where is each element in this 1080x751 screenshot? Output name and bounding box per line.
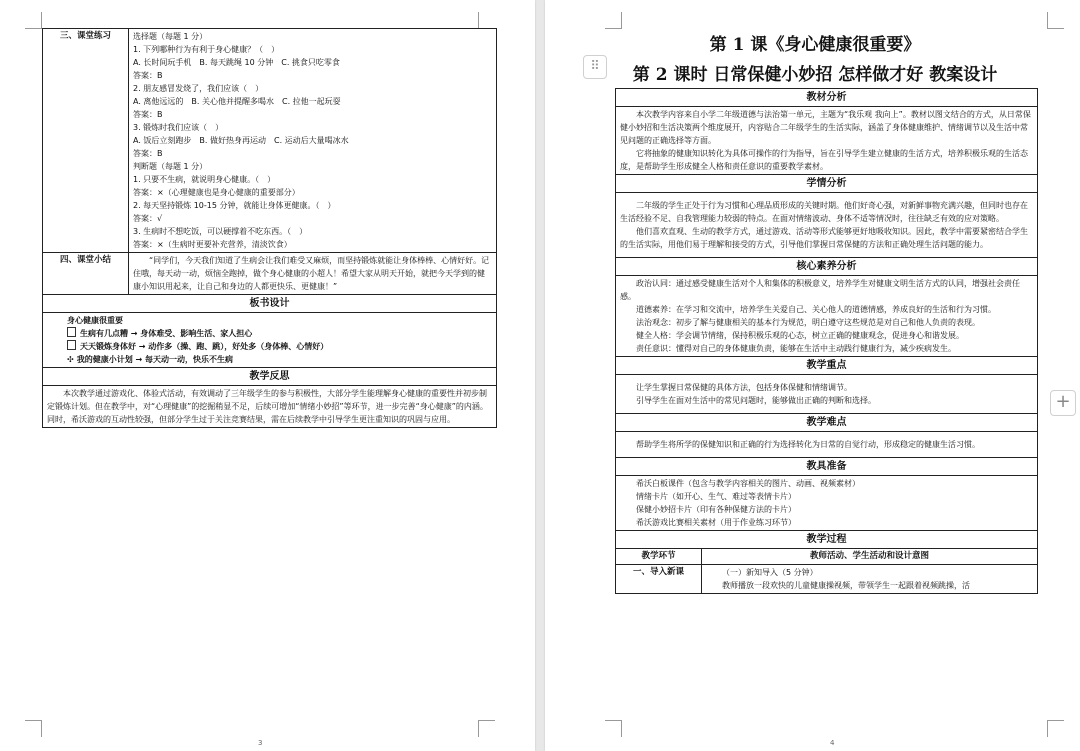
lesson-subtitle: 第 2 课时 日常保健小妙招 怎样做才好 教案设计 xyxy=(632,65,998,85)
section-paragraph: 本次教学内容来自小学二年级道德与法治第一单元，主题为“我乐观 我向上”。教材以图文结合的方式，从日常保健小妙招和生活决策两个维度展开，内容贴合二年级学生的生活实际，涵盖了身体健康维护、情绪调节以及生活中常见问题的正确选择等方面。 xyxy=(620,110,1031,145)
lesson-table-right xyxy=(615,88,1038,594)
section-paragraph: 政治认同：通过感受健康生活对个人和集体的积极意义，培养学生对健康文明生活方式的认同，增强社会责任感。 xyxy=(620,279,1020,301)
section-header: 学情分析 xyxy=(616,175,1038,193)
crop-mark xyxy=(25,12,42,29)
section-body xyxy=(616,107,1038,175)
crop-mark xyxy=(1047,720,1064,737)
lesson-table-left xyxy=(42,28,497,428)
practice-row xyxy=(43,29,497,253)
board-header: 板书设计 xyxy=(43,295,497,313)
section-body xyxy=(616,193,1038,258)
practice-line: A. 长时间玩手机 B. 每天跳绳 10 分钟 C. 挑食只吃零食 xyxy=(133,58,340,67)
section-header: 教学重点 xyxy=(616,357,1038,375)
board-line xyxy=(67,340,492,353)
process-line: （一）新知导入（5 分钟） xyxy=(722,568,818,577)
reflection-content xyxy=(43,386,497,428)
board-header-row xyxy=(43,295,497,313)
section-body xyxy=(616,276,1038,357)
practice-line: 2. 朋友感冒发烧了，我们应该（ ） xyxy=(133,84,264,93)
section-paragraph: 道德素养：在学习和交流中，培养学生关爱自己、关心他人的道德情感，养成良好的生活和行为习惯。 xyxy=(636,305,996,314)
process-step-label: 一、导入新课 xyxy=(616,565,702,594)
reflection-header-row xyxy=(43,368,497,386)
practice-line: 答案：B xyxy=(133,110,163,119)
practice-line: 3. 生病时不想吃饭，可以硬撑着不吃东西。（ ） xyxy=(133,227,308,236)
board-line-text: 我的健康小计划 → 每天动一动，快乐不生病 xyxy=(76,355,233,364)
summary-paragraph: “同学们，今天我们知道了生病会让我们难受又麻烦，而坚持锻炼就能让身体棒棒、心情好好。记住哦，每天动一动，烦恼全跑掉，做个身心健康的小超人！希望大家从明天开始，就把今天学到的健康小知识用起来，让自己和身边的人都更快乐、更健康！” xyxy=(133,256,490,291)
practice-line: 答案：√ xyxy=(133,214,163,223)
section-line: 希沃白板课件（包含与教学内容相关的图片、动画、视频素材） xyxy=(636,479,860,488)
add-block-button[interactable]: + xyxy=(1050,390,1076,416)
section-header: 教材分析 xyxy=(616,89,1038,107)
board-line-text: 天天锻炼身体好 → 动作多（操、跑、跳），好处多（身体棒、心情好） xyxy=(80,342,329,351)
section-body xyxy=(616,432,1038,458)
crop-mark xyxy=(605,12,622,29)
practice-line: 答案：×（生病时更要补充营养，清淡饮食） xyxy=(133,240,292,249)
practice-line: 答案：B xyxy=(133,149,163,158)
section-header: 教具准备 xyxy=(616,458,1038,476)
section-paragraph: 法治观念：初步了解与健康相关的基本行为规范，明白遵守这些规范是对自己和他人负责的表现。 xyxy=(636,318,980,327)
page-number: 4 xyxy=(830,739,835,747)
document-page-left xyxy=(0,0,535,751)
practice-line: 1. 只要不生病，就说明身心健康。（ ） xyxy=(133,175,276,184)
section-paragraph: 引导学生在面对生活中的常见问题时，能够做出正确的判断和选择。 xyxy=(636,396,876,405)
process-col-header: 教师活动、学生活动和设计意图 xyxy=(702,549,1038,565)
checkbox-icon xyxy=(67,327,76,337)
practice-line: 判断题（每题 1 分） xyxy=(133,162,208,171)
crop-mark xyxy=(25,720,42,737)
section-paragraph: 他们喜欢直观、生动的教学方式，通过游戏、活动等形式能够更好地吸收知识。因此，教学中需要紧密结合学生的生活实际，用他们易于理解和接受的方式，引导他们掌握日常保健的方法和正确处理生活问题的能力。 xyxy=(620,227,1028,249)
crop-mark xyxy=(478,720,495,737)
reflection-header: 教学反思 xyxy=(43,368,497,386)
section-paragraph: 帮助学生将所学的保健知识和正确的行为选择转化为日常的自觉行动，形成稳定的健康生活习惯。 xyxy=(636,440,980,449)
section-paragraph: 让学生掌握日常保健的具体方法，包括身体保健和情绪调节。 xyxy=(636,383,852,392)
practice-line: 2. 每天坚持锻炼 10-15 分钟，就能让身体更健康。（ ） xyxy=(133,201,336,210)
section-paragraph: 它将抽象的健康知识转化为具体可操作的行为指导，旨在引导学生建立健康的生活方式，培养积极乐观的生活态度，是帮助学生形成健全人格和责任意识的重要教学素材。 xyxy=(620,149,1028,171)
board-line-text: 生病有几点糟 → 身体难受、影响生活、家人担心 xyxy=(80,329,253,338)
crop-mark xyxy=(1047,12,1064,29)
board-row xyxy=(43,313,497,368)
summary-text xyxy=(129,253,497,295)
practice-content xyxy=(129,29,497,253)
document-page-right xyxy=(545,0,1080,751)
practice-line: 3. 锻炼时我们应该（ ） xyxy=(133,123,224,132)
reflection-paragraph: 本次教学通过游戏化、体验式活动，有效调动了三年级学生的参与积极性，大部分学生能理解身心健康的重要性并初步制定锻炼计划。但在教学中，对“心理健康”的挖掘稍显不足，后续可增加“情绪小妙招”等环节，进一步完善“身心健康”的内涵。同时，希沃游戏的互动性较强，但部分学生过于关注竞赛结果，需在后续教学中引导学生更注重知识的巩固与应用。 xyxy=(47,389,488,424)
practice-line: 1. 下列哪种行为有利于身心健康？（ ） xyxy=(133,45,280,54)
section-header: 教学难点 xyxy=(616,414,1038,432)
section-line: 希沃游戏比赛相关素材（用于作业练习环节） xyxy=(636,518,796,527)
section-header: 核心素养分析 xyxy=(616,258,1038,276)
section-line: 保健小妙招卡片（印有各种保健方法的卡片） xyxy=(636,505,796,514)
practice-label: 三、课堂练习 xyxy=(43,29,129,253)
sparkle-icon: ✣ xyxy=(67,355,74,364)
board-line xyxy=(67,353,492,366)
practice-line: A. 饭后立刻跑步 B. 做好热身再运动 C. 运动后大量喝冰水 xyxy=(133,136,349,145)
drag-handle-icon[interactable]: ⠿ xyxy=(583,55,607,79)
process-line: 教师播放一段欢快的儿童健康操视频，带领学生一起跟着视频跳操，活 xyxy=(722,581,970,590)
practice-line: A. 离他远远的 B. 关心他并提醒多喝水 C. 拉他一起玩耍 xyxy=(133,97,341,106)
board-line xyxy=(67,327,492,340)
section-body xyxy=(616,375,1038,414)
board-content xyxy=(43,313,497,368)
crop-mark xyxy=(478,12,495,29)
practice-line: 选择题（每题 1 分） xyxy=(133,32,208,41)
page-number: 3 xyxy=(258,739,263,747)
checkbox-icon xyxy=(67,340,76,350)
summary-row xyxy=(43,253,497,295)
board-title: 身心健康很重要 xyxy=(67,316,123,325)
process-header-row xyxy=(616,549,1038,565)
section-paragraph: 健全人格：学会调节情绪，保持积极乐观的心态，树立正确的健康观念，促进身心和谐发展。 xyxy=(636,331,964,340)
crop-mark xyxy=(605,720,622,737)
section-body xyxy=(616,476,1038,531)
practice-line: 答案：×（心理健康也是身心健康的重要部分） xyxy=(133,188,300,197)
practice-line: 答案：B xyxy=(133,71,163,80)
section-paragraph: 二年级的学生正处于行为习惯和心理品质形成的关键时期。他们好奇心强，对新鲜事物充满兴趣，但同时也存在生活经验不足、自我管理能力较弱的特点。在面对情绪波动、身体不适等情况时，往往缺乏有效的应对策略。 xyxy=(620,201,1028,223)
section-paragraph: 责任意识：懂得对自己的身体健康负责，能够在生活中主动践行健康行为，减少疾病发生。 xyxy=(636,344,956,353)
process-col-header: 教学环节 xyxy=(616,549,702,565)
lesson-title: 第 1 课《身心健康很重要》 xyxy=(709,35,921,55)
section-line: 情绪卡片（如开心、生气、难过等表情卡片） xyxy=(636,492,796,501)
summary-label: 四、课堂小结 xyxy=(43,253,129,295)
section-header: 教学过程 xyxy=(616,531,1038,549)
process-row xyxy=(616,565,1038,594)
reflection-row xyxy=(43,386,497,428)
process-step-content xyxy=(702,565,1038,594)
